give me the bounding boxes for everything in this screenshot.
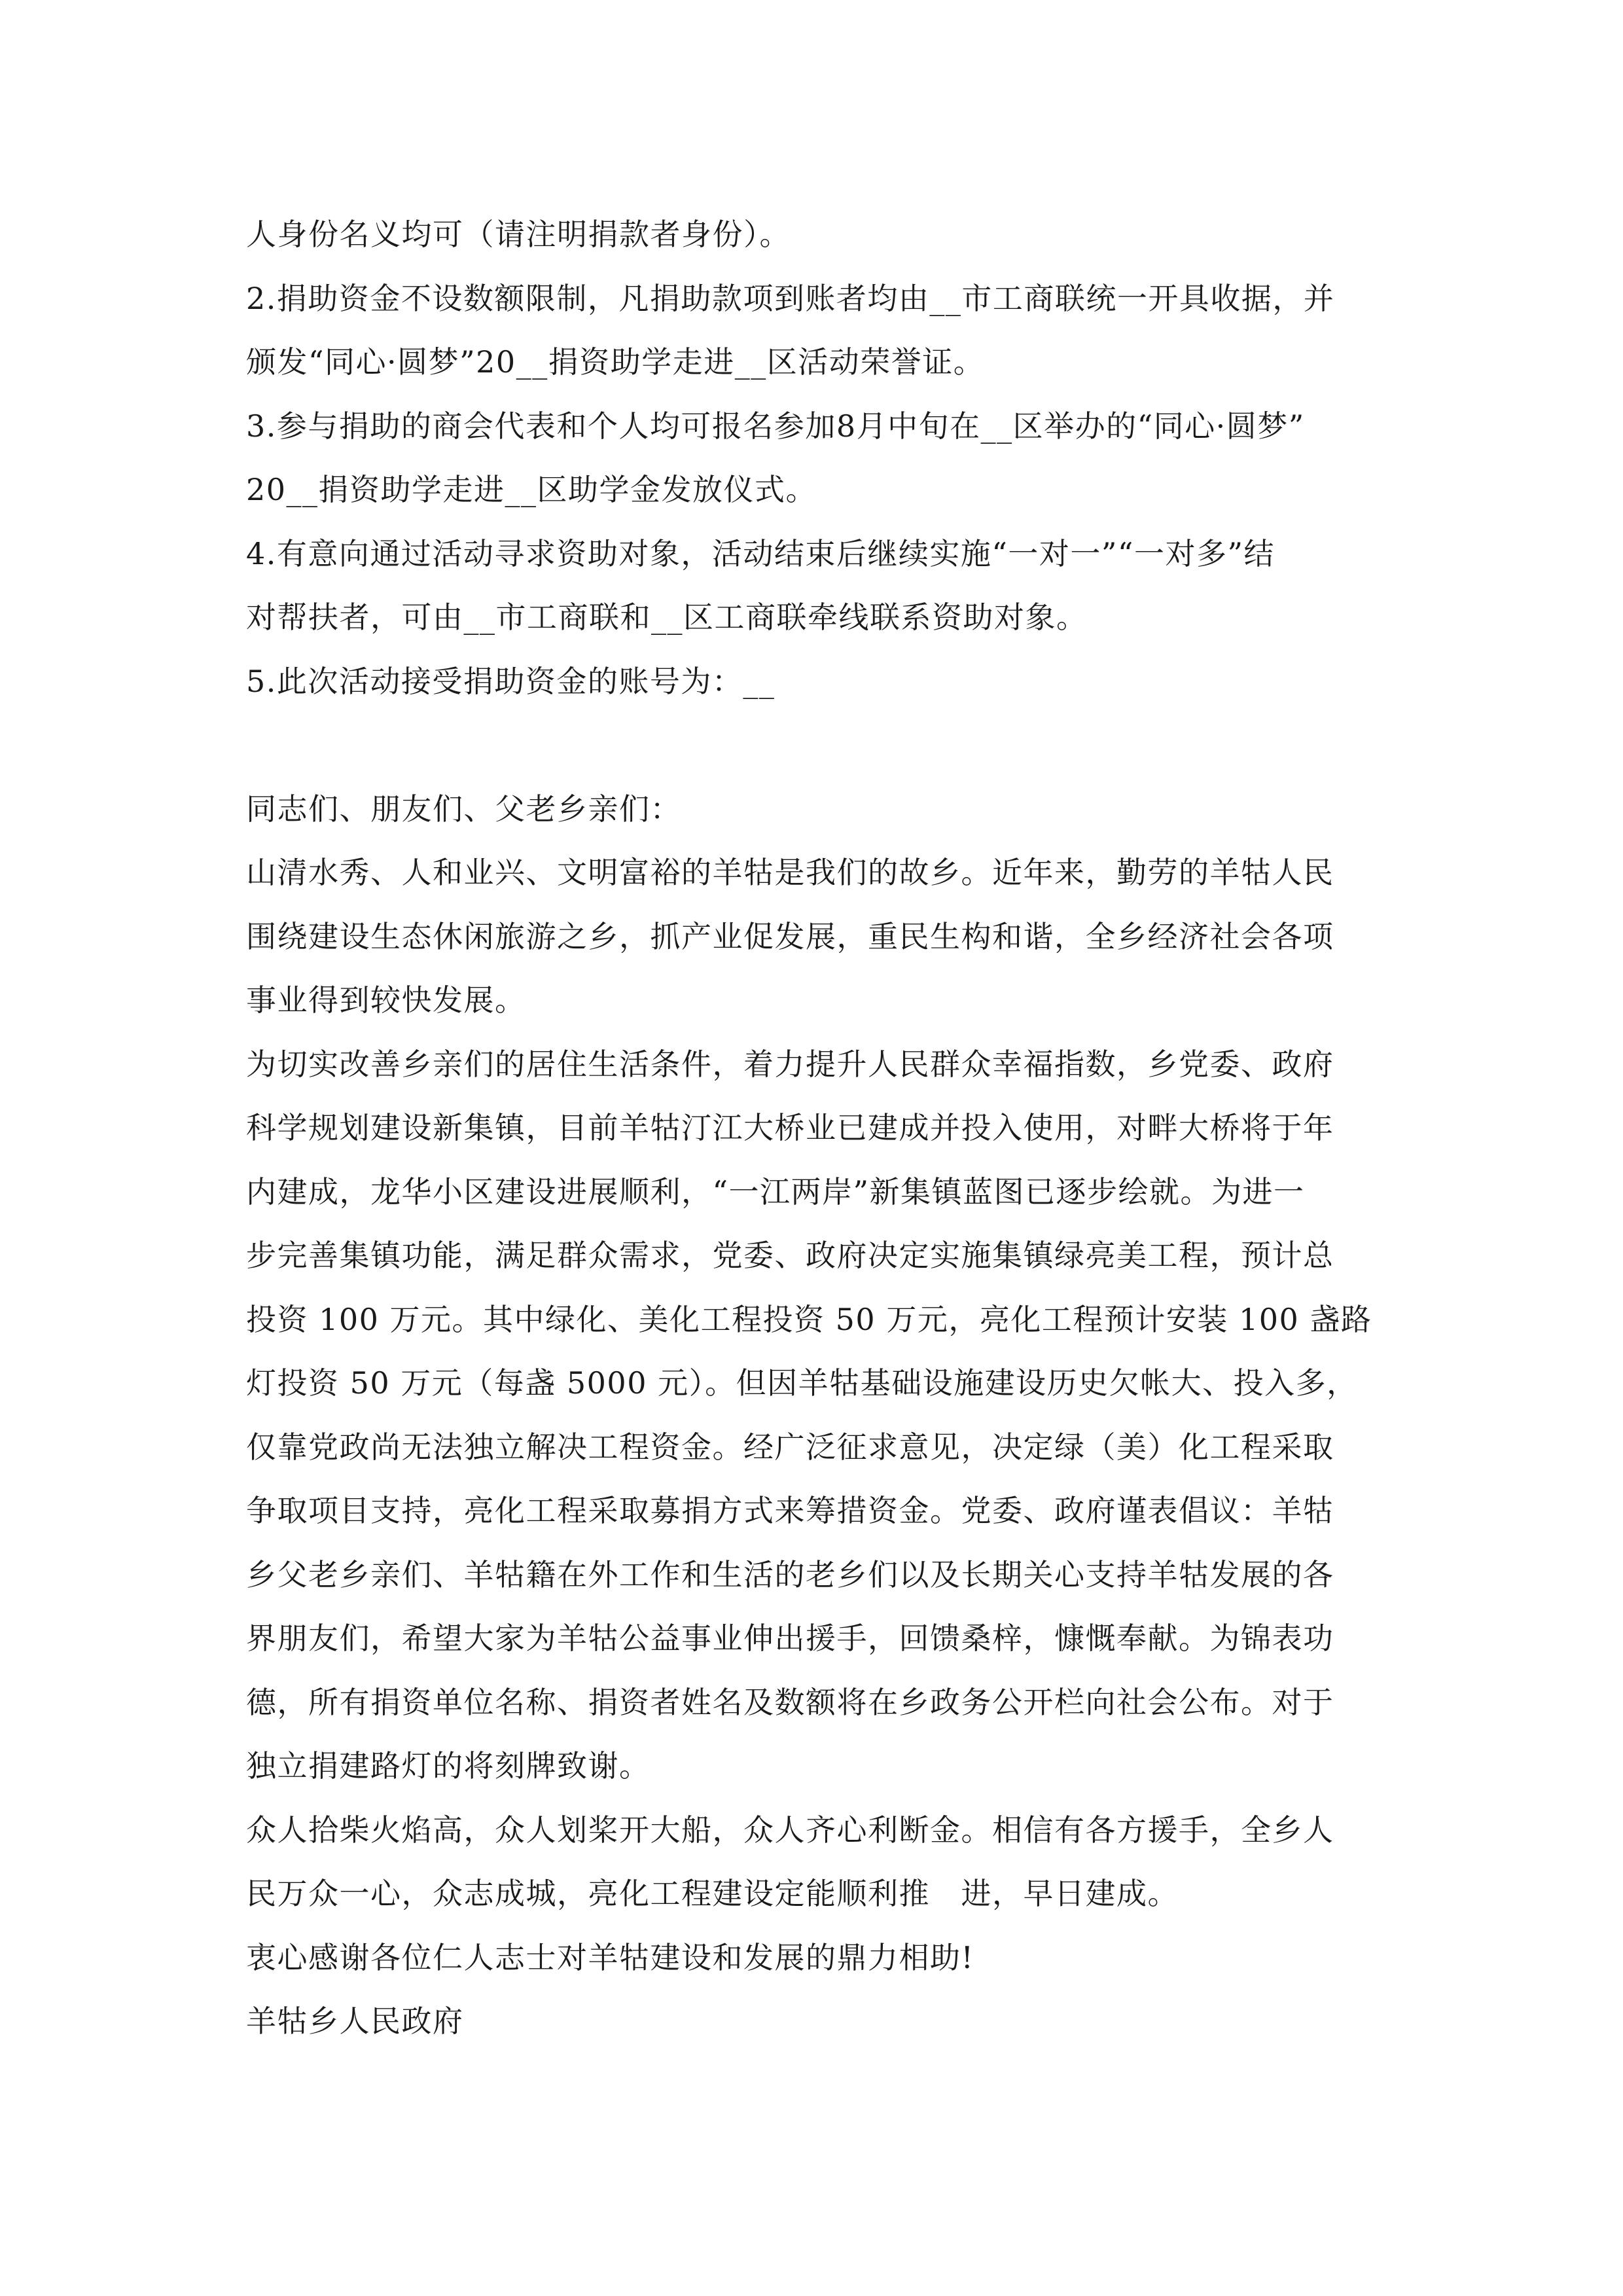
text-line: 事业得到较快发展。 (246, 982, 526, 1018)
text-line: 衷心感谢各位仁人志士对羊牯建设和发展的鼎力相助! (246, 1939, 974, 1975)
text-line: 投资 100 万元。其中绿化、美化工程投资 50 万元，亮化工程预计安装 100 盏路 (246, 1301, 1372, 1337)
text-line: 4.有意向通过活动寻求资助对象，活动结束后继续实施“一对一”“一对多”结 (246, 535, 1275, 571)
text-line: 德，所有捐资单位名称、捐资者姓名及数额将在乡政务公开栏向社会公布。对于 (246, 1684, 1334, 1720)
text-line: 民万众一心，众志成城，亮化工程建设定能顺利推 进，早日建成。 (246, 1876, 1179, 1911)
text-line: 众人拾柴火焰高，众人划桨开大船，众人齐心利断金。相信有各方援手，全乡人 (246, 1812, 1334, 1848)
text-line: 科学规划建设新集镇，目前羊牯汀江大桥业已建成并投入使用，对畔大桥将于年 (246, 1110, 1334, 1145)
text-line: 为切实改善乡亲们的居住生活条件，着力提升人民群众幸福指数，乡党委、政府 (246, 1046, 1334, 1082)
section-spacer (246, 713, 1385, 778)
initiative-letter-section (246, 778, 1385, 2054)
text-line: 步完善集镇功能，满足群众需求，党委、政府决定实施集镇绿亮美工程，预计总 (246, 1238, 1334, 1273)
text-line: 对帮扶者，可由__市工商联和__区工商联牵线联系资助对象。 (246, 600, 1088, 635)
text-line: 5.此次活动接受捐助资金的账号为：__ (246, 663, 776, 699)
text-line: 人身份名义均可（请注明捐款者身份）。 (246, 217, 791, 252)
text-line: 内建成，龙华小区建设进展顺利，“一江两岸”新集镇蓝图已逐步绘就。为进一 (246, 1174, 1305, 1210)
text-line: 2.捐助资金不设数额限制，凡捐助款项到账者均由__市工商联统一开具收据，并 (246, 280, 1335, 316)
text-line: 仅靠党政尚无法独立解决工程资金。经广泛征求意见，决定绿（美）化工程采取 (246, 1429, 1334, 1465)
text-line: 乡父老乡亲们、羊牯籍在外工作和生活的老乡们以及长期关心支持羊牯发展的各 (246, 1556, 1334, 1592)
donation-terms-section (246, 203, 1385, 713)
text-line: 界朋友们，希望大家为羊牯公益事业伸出援手，回馈桑梓，慷慨奉献。为锦表功 (246, 1621, 1334, 1656)
text-line: 争取项目支持，亮化工程采取募捐方式来筹措资金。党委、政府谨表倡议：羊牯 (246, 1493, 1334, 1528)
text-line: 灯投资 50 万元（每盏 5000 元）。但因羊牯基础设施建设历史欠帐大、投入多， (246, 1365, 1358, 1401)
text-line: 20__捐资助学走进__区助学金发放仪式。 (246, 472, 817, 507)
text-line: 山清水秀、人和业兴、文明富裕的羊牯是我们的故乡。近年来，勤劳的羊牯人民 (246, 855, 1334, 890)
text-line: 独立捐建路灯的将刻牌致谢。 (246, 1748, 651, 1784)
text-line: 颁发“同心·圆梦”20__捐资助学走进__区活动荣誉证。 (246, 344, 985, 380)
document-page (246, 203, 1385, 2054)
salutation: 同志们、朋友们、父老乡亲们： (246, 791, 681, 827)
text-line: 围绕建设生态休闲旅游之乡，抓产业促发展，重民生构和谐，全乡经济社会各项 (246, 918, 1334, 954)
signature: 羊牯乡人民政府 (246, 2003, 464, 2039)
text-line: 3.参与捐助的商会代表和个人均可报名参加8月中旬在__区举办的“同心·圆梦” (246, 408, 1305, 444)
